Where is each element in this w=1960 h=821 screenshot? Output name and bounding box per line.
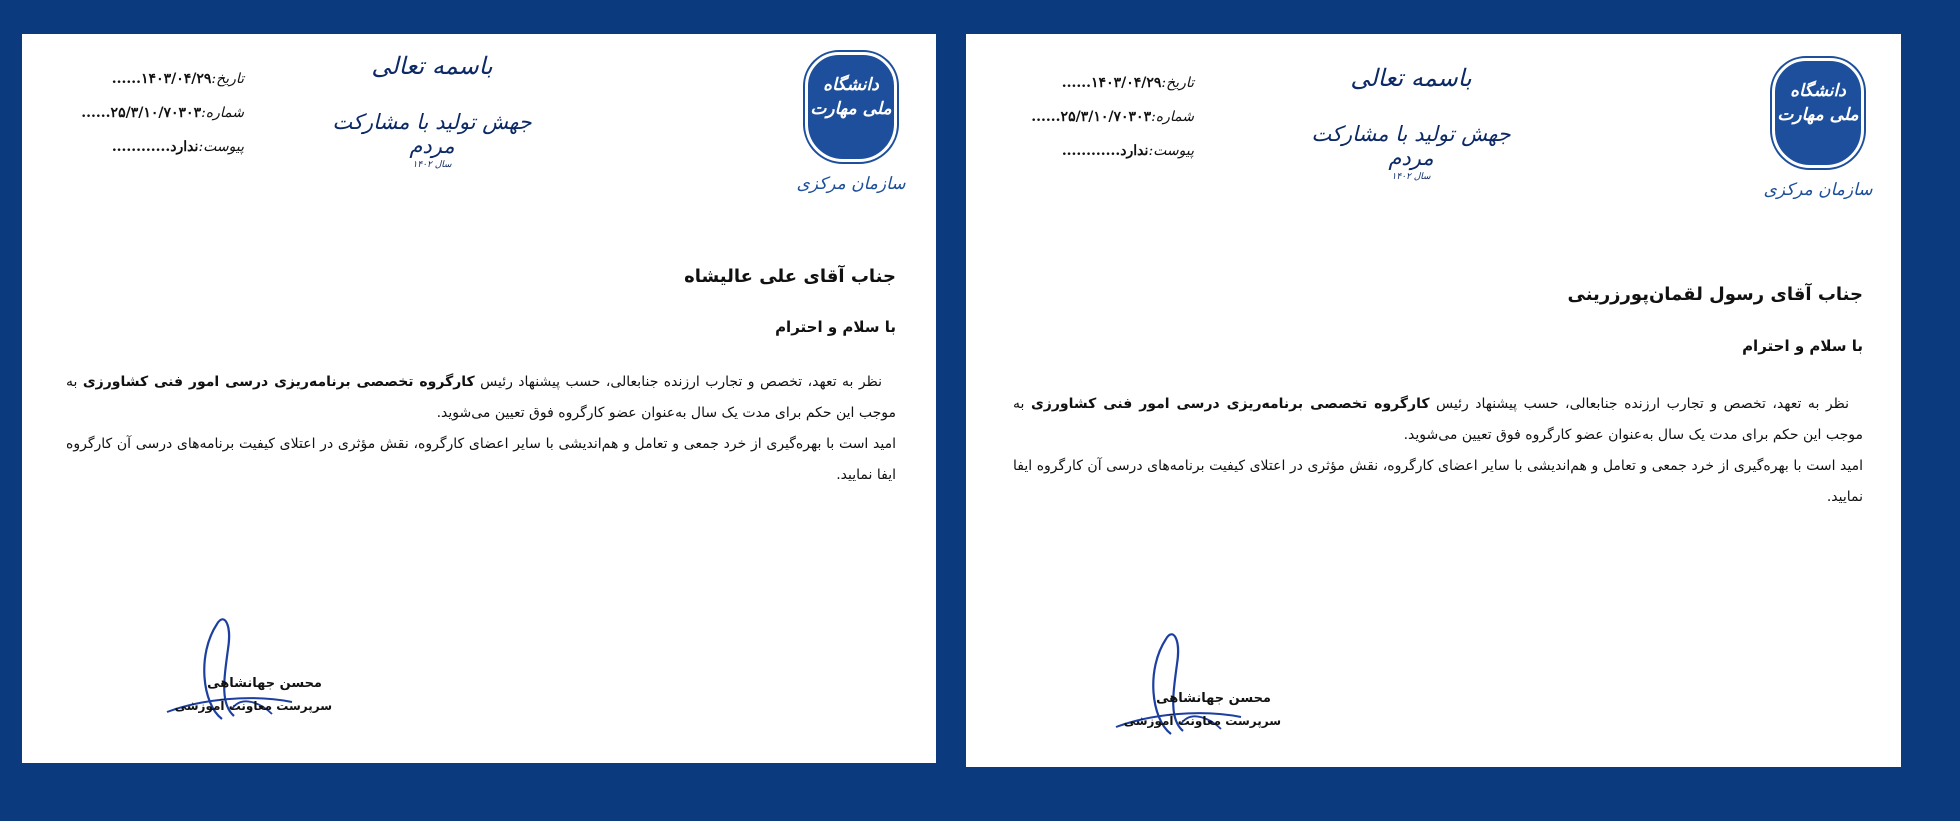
signer-name: محسن جهانشاهی	[1156, 691, 1271, 706]
date-label: تاریخ:	[1161, 75, 1194, 91]
number-row	[34, 96, 244, 130]
body-paragraph-1: نظر به تعهد، تخصص و تجارب ارزنده جنابعالی، حسب پیشنهاد رئیس کارگروه تخصصی برنامه‌ریزی درسی امور فنی کشاورزی به موجب این حکم برای مدت یک سال به‌عنوان عضو کارگروه فوق تعیین می‌شوید.	[1013, 396, 1863, 443]
attachment-label: پیوست:	[198, 139, 244, 155]
number-label: شماره:	[1151, 109, 1194, 125]
attachment-value: ندارد............	[1061, 143, 1149, 159]
emblem-text: دانشگاه ملی مهارت	[1777, 81, 1859, 125]
workgroup-name: کارگروه تخصصی برنامه‌ریزی درسی امور فنی کشاورزی	[1030, 396, 1430, 412]
attachment-label: پیوست:	[1148, 143, 1194, 159]
attachment-value: ندارد............	[111, 139, 199, 155]
recipient-title: جناب آقای علی عالیشاه	[684, 266, 896, 287]
greeting: با سلام و احترام	[775, 318, 896, 336]
date-value: ۱۴۰۳/۰۴/۲۹......	[111, 71, 212, 87]
date-label: تاریخ:	[211, 71, 244, 87]
number-value: ۲۵/۳/۱۰/۷۰۳۰۳......	[1031, 109, 1152, 125]
slogan-year: سال ۱۴۰۲	[1391, 172, 1431, 182]
number-label: شماره:	[201, 105, 244, 121]
signature-block	[1111, 609, 1311, 739]
date-row	[984, 66, 1194, 100]
emblem-text: دانشگاه ملی مهارت	[810, 75, 892, 119]
attachment-row	[34, 130, 244, 164]
body-paragraph-2: امید است با بهره‌گیری از خرد جمعی و تعامل و هم‌اندیشی با سایر اعضای کارگروه، نقش مؤثری در اعتلای کیفیت برنامه‌های درسی آن کارگروه ایفا نمایید.	[1013, 458, 1863, 505]
signer-title: سرپرست معاونت آموزشی	[1123, 714, 1281, 728]
organization-name: سازمان مرکزی	[796, 174, 906, 194]
date-row	[34, 62, 244, 96]
letter-meta	[984, 66, 1194, 168]
number-value: ۲۵/۳/۱۰/۷۰۳۰۳......	[81, 105, 202, 121]
signer-name: محسن جهانشاهی	[207, 676, 322, 691]
organization-name: سازمان مرکزی	[1763, 180, 1873, 200]
slogan: جهش تولید با مشارکت مردم	[332, 110, 532, 158]
letter-body	[1013, 389, 1863, 513]
header-motto	[1296, 64, 1526, 182]
body-paragraph-1: نظر به تعهد، تخصص و تجارب ارزنده جنابعالی، حسب پیشنهاد رئیس کارگروه تخصصی برنامه‌ریزی درسی امور فنی کشاورزی به موجب این حکم برای مدت یک سال به‌عنوان عضو کارگروه فوق تعیین می‌شوید.	[66, 374, 896, 421]
signer-title: سرپرست معاونت آموزشی	[174, 699, 332, 713]
slogan-year: سال ۱۴۰۲	[412, 160, 452, 170]
recipient-title: جناب آقای رسول لقمان‌پورزرینی	[1567, 284, 1863, 305]
university-emblem-icon	[805, 52, 897, 162]
header-motto	[322, 52, 542, 170]
letter-meta	[34, 62, 244, 164]
body-paragraph-2: امید است با بهره‌گیری از خرد جمعی و تعامل و هم‌اندیشی با سایر اعضای کارگروه، نقش مؤثری در اعتلای کیفیت برنامه‌های درسی آن کارگروه ایفا نمایید.	[66, 436, 896, 483]
signature-block	[162, 594, 362, 724]
university-emblem-icon	[1772, 58, 1864, 168]
university-logo	[1763, 58, 1873, 200]
university-logo	[796, 52, 906, 194]
workgroup-name: کارگروه تخصصی برنامه‌ریزی درسی امور فنی کشاورزی	[82, 374, 475, 390]
attachment-row	[984, 134, 1194, 168]
number-row	[984, 100, 1194, 134]
appointment-letter-right	[966, 34, 1901, 767]
basmala: باسمه تعالی	[371, 52, 493, 80]
basmala: باسمه تعالی	[1350, 64, 1472, 92]
slogan: جهش تولید با مشارکت مردم	[1311, 122, 1511, 170]
appointment-letter-left	[22, 34, 936, 763]
date-value: ۱۴۰۳/۰۴/۲۹......	[1061, 75, 1162, 91]
greeting: با سلام و احترام	[1742, 337, 1863, 355]
letter-body	[66, 367, 896, 491]
